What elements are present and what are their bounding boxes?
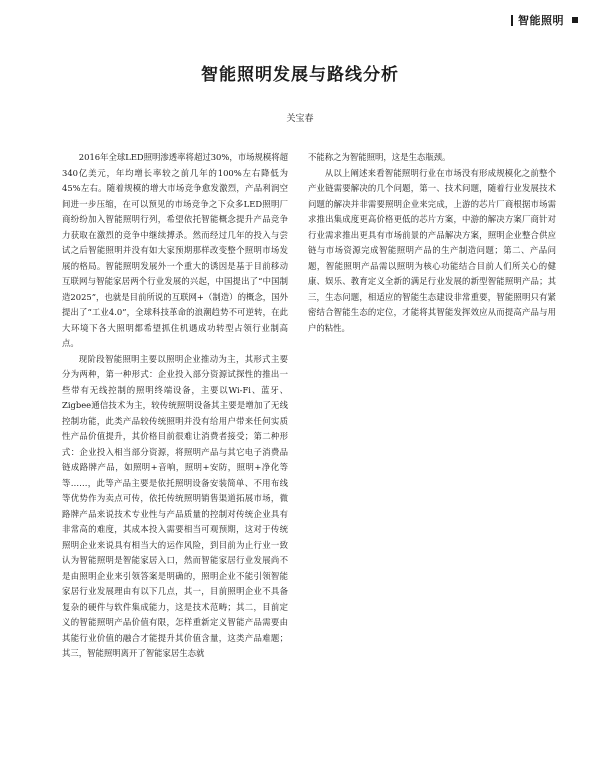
section-tag-square-icon <box>572 17 578 23</box>
left-column <box>62 150 288 662</box>
section-tag-label: 智能照明 <box>518 14 564 27</box>
article-title: 智能照明发展与路线分析 <box>201 65 399 85</box>
right-column <box>308 150 556 336</box>
section-tag <box>511 12 578 28</box>
paragraph-continued: 不能称之为智能照明，这是生态瓶颈。 <box>308 152 451 162</box>
section-tag-bar <box>511 15 513 26</box>
article-author: 关宝春 <box>286 114 314 124</box>
paragraph: 2016年全球LED照明渗透率将超过30%，市场规模将超340亿美元，年均增长率较之前几年的100%左右降低为45%左右。随着规模的增大市场竞争愈发激烈，产品利润空间进一步压缩，在可以预见的市场竞争之下众多LED照明厂商纷纷加入智能照明行列，希望依托智能概念提升产品竞争力获取在激烈的竞争中继续搏杀。然而经过几年的投入与尝试之后智能照明并没有如大家预期那样改变整个照明市场发展的格局。智能照明发展外一个重大的诱因是基于目前移动互联网与智能家居两个行业发展的兴起，中国提出了“中国制造2025”，也就是目前所说的互联网+（制造）的概念，国外提出了“工业4.0”，全球科技革命的浪潮趋势不可逆转，在此大环境下各大照明都希望抓住机遇成功转型占领行业制高点。 <box>62 152 288 348</box>
paragraph: 现阶段智能照明主要以照明企业推动为主，其形式主要分为两种，第一种形式：企业投入部分资源试探性的推出一些带有无线控制的照明终端设备，主要以Wi-Fi、蓝牙、Zigbee通信技术为主，较传统照明设备其主要是增加了无线控制功能，此类产品较传统照明并没有给用户带来任何实质性产品价值提升，其价格目前很难让消费者接受；第二种形式：企业投入相当部分资源，将照明产品与其它电子消费品链成路牌产品，如照明+音响，照明+安防，照明+净化等等……，此等产品主要是依托照明设备安装简单、不用布线等优势作为卖点可传，依托传统照明销售渠道拓展市场，微路牌产品来说技术专业性与产品质量的控制对传统企业具有非常高的难度，其成本投入需要相当可观预期，这对于传统照明企业来说具有相当大的运作风险，到目前为止行业一致认为智能照明是智能家居入口，然而智能家居行业发展尚不是由照明企业来引领答案是明确的，照明企业不能引领智能家居行业发展理由有以下几点，其一，目前照明企业不具备复杂的硬件与软件集成能力，这是技术范畴；其二，目前定义的智能照明产品价值有限，怎样重新定义智能产品需要由其能行业价值的融合才能提升其价值含量，这类产品难题；其三，智能照明离开了智能家居生态就 <box>62 353 288 658</box>
paragraph: 从以上阐述来看智能照明行业在市场没有形成规模化之前整个产业链需要解决的几个问题，第一、技术问题，随着行业发展技术问题的解决并非需要照明企业来完成，上游的芯片厂商根据市场需求推出集成度更高价格更低的芯片方案，中游的解决方案厂商针对行业需求推出更具有市场前景的产品解决方案，照明企业整合供应链与市场资源完成智能照明产品的生产制造问题；第二、产品问题，智能照明产品需以照明为核心功能结合目前人们所关心的健康、娱乐、教育定义全新的满足行业发展的新型智能照明产品；其三，生态问题，相适应的智能生态建设非常重要，智能照明只有紧密结合智能生态的定位，才能将其智能发挥效应从而提高产品与用户的粘性。 <box>308 167 556 333</box>
